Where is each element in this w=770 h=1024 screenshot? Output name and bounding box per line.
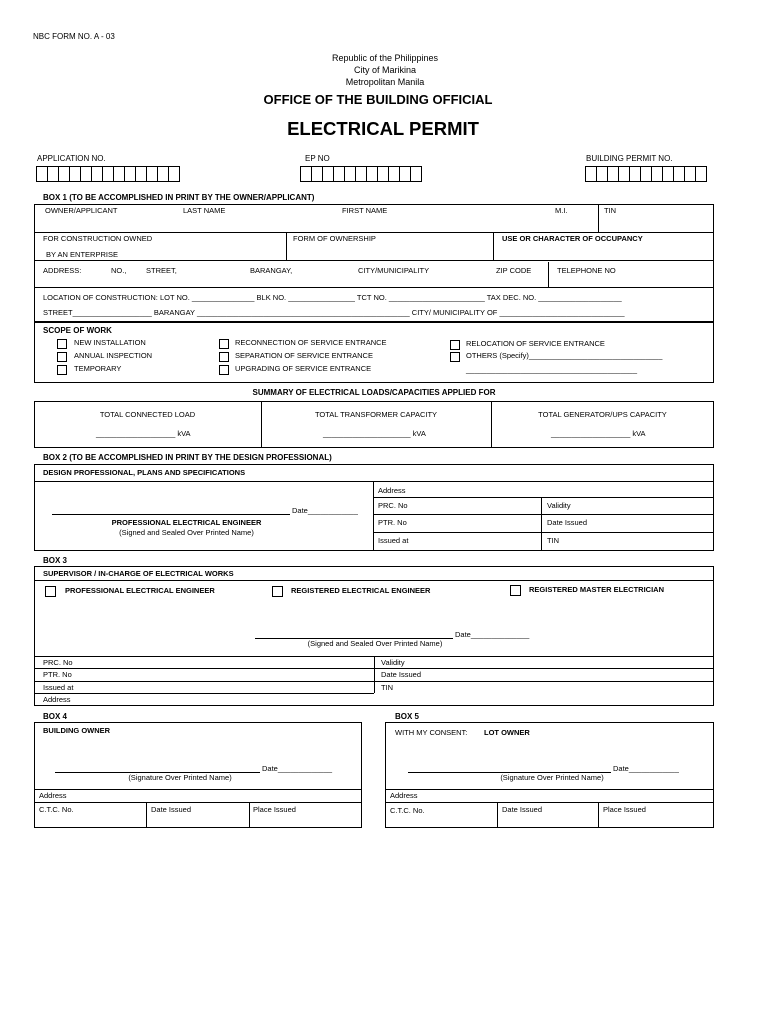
separation-checkbox[interactable] [219, 352, 229, 362]
box5-address-label: Address [390, 791, 418, 800]
reconnection-checkbox[interactable] [219, 339, 229, 349]
building-permit-no-field[interactable] [585, 166, 706, 182]
box3-heading: BOX 3 [43, 556, 68, 565]
page-title: ELECTRICAL PERMIT [287, 118, 479, 139]
first-name-label: FIRST NAME [342, 206, 388, 215]
scope-title: SCOPE OF WORK [43, 326, 112, 335]
header-city: City of Marikina [353, 65, 416, 75]
box3-rme-label: REGISTERED MASTER ELECTRICIAN [529, 585, 665, 594]
box3-tin-label: TIN [381, 683, 394, 692]
new-installation-checkbox[interactable] [57, 339, 67, 349]
separation-label: SEPARATION OF SERVICE ENTRANCE [235, 351, 373, 360]
box2-date-issued-label: Date Issued [547, 518, 588, 527]
address-barangay-label: BARANGAY, [250, 266, 293, 275]
box3-pee-checkbox[interactable] [45, 586, 56, 597]
box5-ctc-label: C.T.C. No. [390, 806, 425, 815]
box3-pee-label: PROFESSIONAL ELECTRICAL ENGINEER [65, 586, 215, 595]
form-of-ownership-label: FORM OF OWNERSHIP [293, 234, 376, 243]
others-checkbox[interactable] [450, 352, 460, 362]
box2-issued-at-label: Issued at [378, 536, 409, 545]
box2-prc-label: PRC. No [378, 501, 408, 510]
box2-heading: BOX 2 (TO BE ACCOMPLISHED IN PRINT BY THE DESIGN PROFESSIONAL) [43, 453, 332, 462]
upgrading-label: UPGRADING OF SERVICE ENTRANCE [235, 364, 372, 373]
annual-inspection-label: ANNUAL INSPECTION [74, 351, 153, 360]
box2-validity-label: Validity [547, 501, 571, 510]
use-occupancy-label: USE OR CHARACTER OF OCCUPANCY [502, 234, 643, 243]
box5-heading: BOX 5 [395, 712, 420, 721]
address-street-label: STREET, [146, 266, 177, 275]
telephone-label: TELEPHONE NO [557, 266, 616, 275]
generator-kva: ___________________ kVA [551, 429, 646, 438]
box1-heading: BOX 1 (TO BE ACCOMPLISHED IN PRINT BY THE OWNER/APPLICANT) [43, 193, 315, 202]
total-generator-label: TOTAL GENERATOR/UPS CAPACITY [538, 410, 667, 419]
with-consent-label: WITH MY CONSENT: [395, 728, 468, 737]
box3-prc-label: PRC. No [43, 658, 73, 667]
box3-address-label: Address [43, 695, 71, 704]
box3-ree-checkbox[interactable] [272, 586, 283, 597]
box3-ptr-label: PTR. No [43, 670, 72, 679]
summary-title: SUMMARY OF ELECTRICAL LOADS/CAPACITIES APPLIED FOR [252, 388, 496, 397]
annual-inspection-checkbox[interactable] [57, 352, 67, 362]
box3-date-issued-label: Date Issued [381, 670, 422, 679]
box5-date: Date____________ [613, 764, 679, 773]
box4-date: Date_____________ [262, 764, 333, 773]
box4-place-issued-label: Place Issued [253, 805, 296, 814]
by-enterprise-label: BY AN ENTERPRISE [46, 250, 118, 259]
box3-date: Date______________ [455, 630, 530, 639]
transformer-kva: _____________________ kVA [323, 429, 426, 438]
connected-load-kva: ___________________ kVA [96, 429, 191, 438]
box2-date: Date____________ [292, 506, 358, 515]
header-republic: Republic of the Philippines [331, 53, 439, 63]
application-no-label: APPLICATION NO. [37, 154, 106, 163]
box3-validity-label: Validity [381, 658, 405, 667]
ep-no-label: EP NO [305, 154, 330, 163]
box4-address-label: Address [39, 791, 67, 800]
relocation-checkbox[interactable] [450, 340, 460, 350]
box4-heading: BOX 4 [43, 712, 68, 721]
box3-ree-label: REGISTERED ELECTRICAL ENGINEER [291, 586, 431, 595]
new-installation-label: NEW INSTALLATION [74, 338, 146, 347]
temporary-label: TEMPORARY [74, 364, 122, 373]
total-transformer-label: TOTAL TRANSFORMER CAPACITY [314, 410, 438, 419]
others-line2: _________________________________________ [466, 365, 638, 374]
reconnection-label: RECONNECTION OF SERVICE ENTRANCE [235, 338, 387, 347]
office-title: OFFICE OF THE BUILDING OFFICIAL [263, 92, 493, 107]
form-number: NBC FORM NO. A - 03 [33, 32, 115, 41]
building-permit-no-label: BUILDING PERMIT NO. [586, 154, 673, 163]
box2-tin-label: TIN [547, 536, 560, 545]
temporary-checkbox[interactable] [57, 365, 67, 375]
box5-place-issued-label: Place Issued [603, 805, 646, 814]
box5-date-issued-label: Date Issued [502, 805, 543, 814]
box2-pee-label: PROFESSIONAL ELECTRICAL ENGINEER [111, 518, 262, 527]
box2-frame [34, 464, 714, 551]
box1-frame [34, 204, 714, 322]
design-professional-label: DESIGN PROFESSIONAL, PLANS AND SPECIFICATIONS [43, 468, 246, 477]
box4-signature-label: (Signature Over Printed Name) [128, 773, 232, 782]
box3-issued-at-label: Issued at [43, 683, 74, 692]
address-city-label: CITY/MUNICIPALITY [358, 266, 430, 275]
box4-ctc-label: C.T.C. No. [39, 805, 74, 814]
location-line2: STREET___________________ BARANGAY ___________________________________________________ CITY/ MUNICIPALITY OF ______________________________ [43, 308, 625, 317]
total-connected-load-label: TOTAL CONNECTED LOAD [99, 410, 196, 419]
box5-signature-label: (Signature Over Printed Name) [500, 773, 604, 782]
application-no-field[interactable] [36, 166, 179, 182]
box2-signed-label: (Signed and Sealed Over Printed Name) [119, 528, 254, 537]
box2-ptr-label: PTR. No [378, 518, 407, 527]
building-owner-label: BUILDING OWNER [43, 726, 111, 735]
box4-date-issued-label: Date Issued [151, 805, 192, 814]
address-no-label: NO., [111, 266, 127, 275]
box2-address-label: Address [378, 486, 406, 495]
location-line1: LOCATION OF CONSTRUCTION: LOT NO. _______________ BLK NO. ________________ TCT NO. _______________________ TAX DEC. NO. ____________________ [43, 293, 622, 302]
address-label: ADDRESS: [43, 266, 82, 275]
for-construction-label: FOR CONSTRUCTION OWNED [43, 234, 153, 243]
ep-no-field[interactable] [300, 166, 421, 182]
relocation-label: RELOCATION OF SERVICE ENTRANCE [466, 339, 605, 348]
lot-owner-label: LOT OWNER [484, 728, 530, 737]
upgrading-checkbox[interactable] [219, 365, 229, 375]
supervisor-label: SUPERVISOR / IN-CHARGE OF ELECTRICAL WORKS [43, 569, 234, 578]
owner-applicant-label: OWNER/APPLICANT [45, 206, 118, 215]
box3-signed-label: (Signed and Sealed Over Printed Name) [307, 639, 443, 648]
box3-rme-checkbox[interactable] [510, 585, 521, 596]
header-metro: Metropolitan Manila [345, 77, 425, 87]
last-name-label: LAST NAME [183, 206, 226, 215]
summary-frame [34, 401, 714, 448]
mi-label: M.I. [555, 206, 568, 215]
zip-code-label: ZIP CODE [496, 266, 532, 275]
tin-label: TIN [604, 206, 617, 215]
others-label: OTHERS (Specify)________________________________ [466, 351, 663, 360]
